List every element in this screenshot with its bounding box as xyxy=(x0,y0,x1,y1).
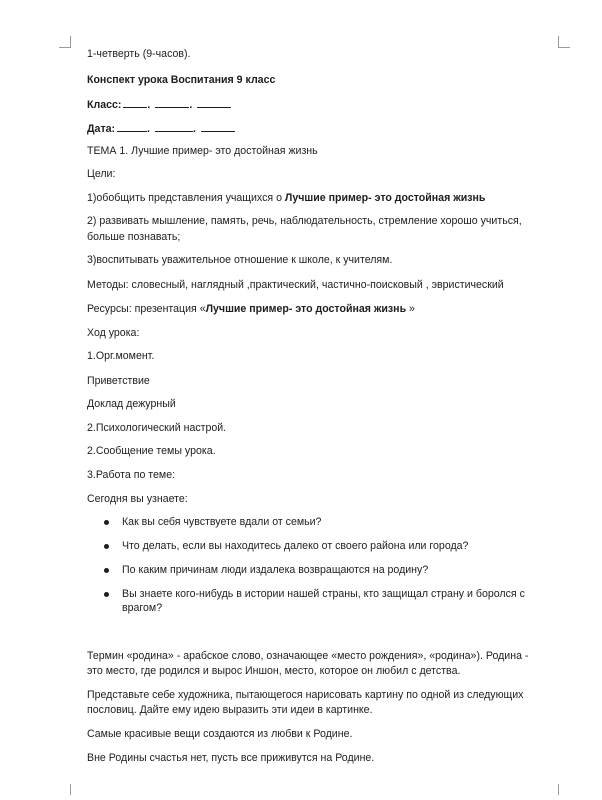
goals-label: Цели: xyxy=(87,168,116,180)
page-corner-bottom-left xyxy=(59,784,71,795)
today-intro: Сегодня вы узнаете: xyxy=(87,493,188,505)
page-corner-top-left xyxy=(59,36,71,48)
step-2: 2.Психологический настрой. xyxy=(87,422,227,434)
step-1: 1.Орг.момент. xyxy=(87,350,155,362)
term-line-1: Термин «родина» - арабское слово, означающее «место рождения», «родина»). Родина - xyxy=(87,650,529,662)
bullet-dot xyxy=(104,520,109,525)
resources xyxy=(87,302,415,316)
resources-topic: Лучшие пример- это достойная жизнь xyxy=(205,303,407,315)
bullet-dot xyxy=(104,544,109,549)
step-3: 3.Работа по теме: xyxy=(87,469,176,481)
list-item: Как вы себя чувствуете вдали от семьи? xyxy=(122,516,322,528)
bullet-dot xyxy=(104,568,109,573)
goal-2-line-2: больше познавать; xyxy=(87,231,181,243)
list-item-continuation: врагом? xyxy=(122,602,163,614)
bullet-dot xyxy=(104,592,109,597)
term-line-2: это место, где родился и вырос Иншон, место, которое он любил с детства. xyxy=(87,665,461,677)
greeting: Приветствие xyxy=(87,375,150,387)
resources-suffix: » xyxy=(406,303,415,315)
methods: Методы: словесный, наглядный ,практический, частично-поисковый , эвристический xyxy=(87,279,504,291)
goal-3: 3)воспитывать уважительное отношение к школе, к учителям. xyxy=(87,254,393,266)
page-corner-top-right xyxy=(558,36,570,48)
proverb-1: Самые красивые вещи создаются из любви к Родине. xyxy=(87,728,353,740)
step-2-topic: 2.Сообщение темы урока. xyxy=(87,445,216,457)
list-item: Вы знаете кого-нибудь в истории нашей страны, кто защищал страну и боролся с xyxy=(122,588,525,600)
goal-2-line-1: 2) развивать мышление, память, речь, наблюдательность, стремление хорошо учиться, xyxy=(87,215,522,227)
date-blank xyxy=(155,121,193,132)
class-blank xyxy=(197,97,231,108)
class-blank xyxy=(155,97,189,108)
quarter-line: 1-четверть (9-часов). xyxy=(87,48,191,60)
page-corner-bottom-right xyxy=(558,784,570,795)
imagine-line-1: Представьте себе художника, пытающегося нарисовать картину по одной из следующих xyxy=(87,689,524,701)
imagine-line-2: пословиц. Дайте ему идею выразить эти идеи в картинке. xyxy=(87,704,373,716)
list-item: По каким причинам люди издалека возвращаются на родину? xyxy=(122,564,429,576)
date-blank xyxy=(117,121,147,132)
date-blank xyxy=(201,121,235,132)
list-item: Что делать, если вы находитесь далеко от своего района или города? xyxy=(122,540,469,552)
lesson-topic: ТЕМА 1. Лучшие пример- это достойная жизнь xyxy=(87,145,318,157)
date-field: Дата: . . xyxy=(87,121,235,136)
class-label: Класс: xyxy=(87,99,122,111)
class-blank xyxy=(123,97,147,108)
lesson-flow-label: Ход урока: xyxy=(87,327,140,339)
goal-1 xyxy=(87,191,485,205)
goal-1-topic: Лучшие пример- это достойная жизнь xyxy=(284,192,486,204)
proverb-2: Вне Родины счастья нет, пусть все приживутся на Родине. xyxy=(87,752,375,764)
class-field: Класс: . . xyxy=(87,97,231,112)
duty-report: Доклад дежурный xyxy=(87,398,176,410)
date-label: Дата: xyxy=(87,123,116,135)
document-title: Конспект урока Воспитания 9 класс xyxy=(87,74,276,86)
goal-1-text: 1)обобщить представления учащихся о xyxy=(87,192,285,204)
resources-text: Ресурсы: презентация « xyxy=(87,303,206,315)
